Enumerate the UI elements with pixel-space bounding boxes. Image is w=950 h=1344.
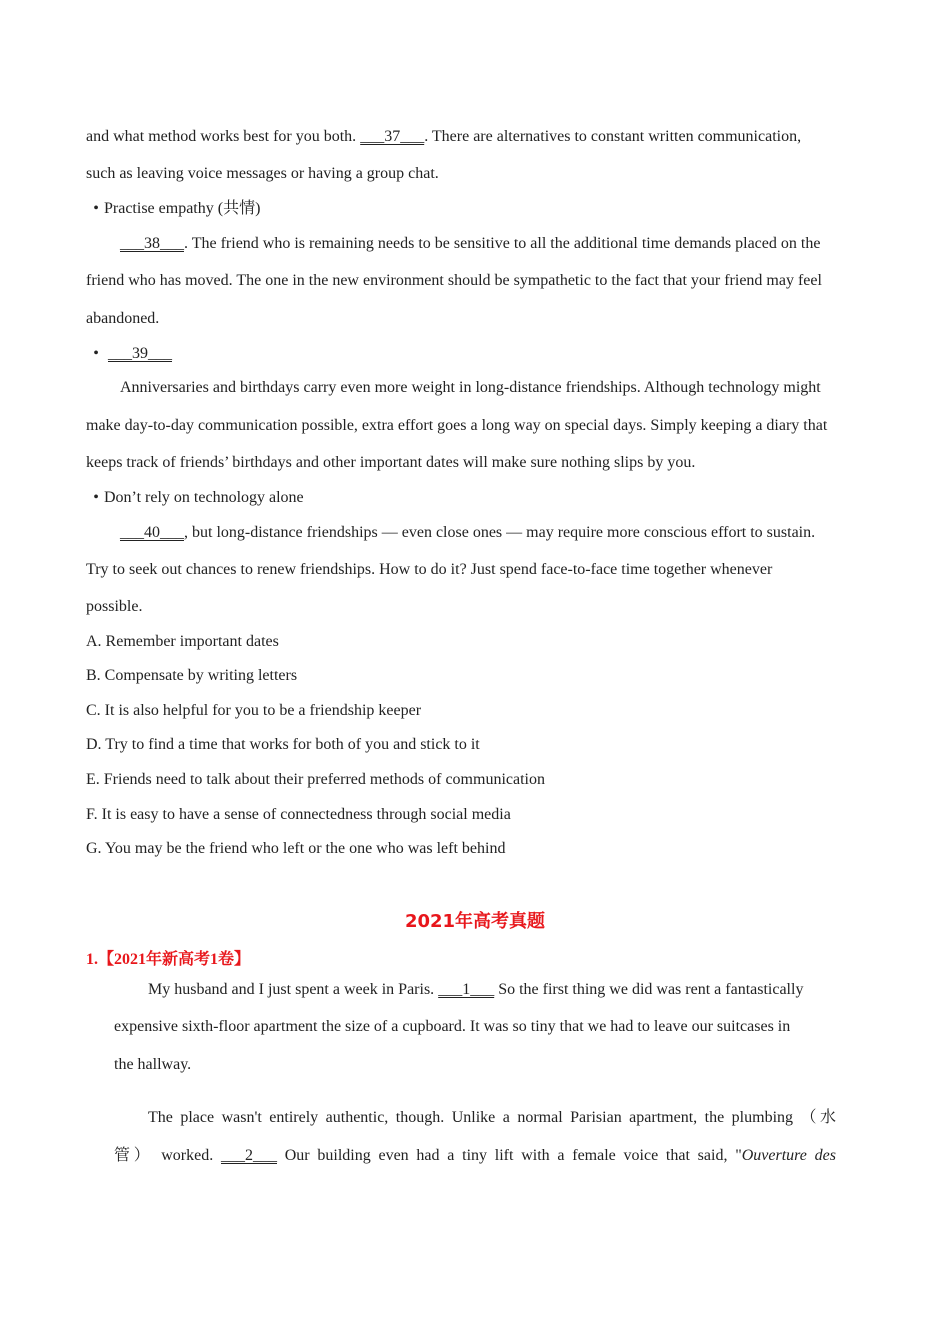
bullet-heading: • Don’t rely on technology alone bbox=[86, 488, 304, 508]
bullet-icon: • bbox=[93, 489, 99, 506]
passage-line: keeps track of friends’ birthdays and other important dates will make sure nothing slips by you. bbox=[86, 454, 696, 471]
blank-2[interactable]: ___2___ bbox=[221, 1147, 277, 1164]
section-title: 2021年高考真题 bbox=[404, 911, 546, 932]
option-f: F. It is easy to have a sense of connectedness through social media bbox=[86, 806, 511, 823]
blank-37[interactable]: ___37___ bbox=[360, 128, 425, 145]
passage-line: ___40___, but long-distance friendships — even close ones — may require more conscious effort to sustain. bbox=[120, 524, 816, 541]
passage-line: possible. bbox=[86, 598, 143, 615]
passage-line: ___38___. The friend who is remaining needs to be sensitive to all the additional time demands placed on the bbox=[120, 235, 821, 252]
bullet-icon: • bbox=[93, 200, 99, 217]
passage-line: My husband and I just spent a week in Paris. ___1___ So the first thing we did was rent a fantastically bbox=[148, 981, 804, 998]
blank-38[interactable]: ___38___ bbox=[120, 235, 184, 252]
blank-39[interactable]: ___39___ bbox=[108, 345, 172, 362]
blank-1[interactable]: ___1___ bbox=[438, 981, 495, 998]
question-header: 1.【2021年新高考1卷】 bbox=[86, 951, 251, 968]
passage-line: abandoned. bbox=[86, 310, 160, 327]
passage-line: make day-to-day communication possible, extra effort goes a long way on special days. Simply keeping a diary that bbox=[86, 417, 828, 434]
option-g: G. You may be the friend who left or the one who was left behind bbox=[86, 840, 506, 857]
passage-line: such as leaving voice messages or having a group chat. bbox=[86, 165, 439, 182]
passage-line: The place wasn't entirely authentic, though. Unlike a normal Parisian apartment, the plumbing （水 bbox=[148, 1109, 836, 1126]
passage-line: and what method works best for you both. ___37___. There are alternatives to constant written communication, bbox=[86, 128, 802, 145]
bullet-heading: • Practise empathy (共情) bbox=[86, 199, 260, 219]
option-d: D. Try to find a time that works for both of you and stick to it bbox=[86, 736, 480, 753]
passage-line: Anniversaries and birthdays carry even more weight in long-distance friendships. Although technology might bbox=[120, 379, 821, 396]
passage-line: the hallway. bbox=[114, 1056, 192, 1073]
option-a: A. Remember important dates bbox=[86, 633, 279, 650]
passage-line: Try to seek out chances to renew friendships. How to do it? Just spend face-to-face time together whenever bbox=[86, 561, 773, 578]
passage-line: expensive sixth-floor apartment the size of a cupboard. It was so tiny that we had to leave our suitcases in bbox=[114, 1018, 791, 1035]
passage-line: friend who has moved. The one in the new environment should be sympathetic to the fact that your friend may feel bbox=[86, 272, 822, 289]
bullet-heading bbox=[86, 344, 172, 364]
blank-40[interactable]: ___40___ bbox=[120, 524, 184, 541]
bullet-icon: • bbox=[93, 345, 99, 362]
passage-line: 管） worked. ___2___ Our building even had a tiny lift with a female voice that said, "Ouverture des bbox=[114, 1147, 836, 1164]
option-c: C. It is also helpful for you to be a friendship keeper bbox=[86, 702, 422, 719]
option-e: E. Friends need to talk about their preferred methods of communication bbox=[86, 771, 545, 788]
option-b: B. Compensate by writing letters bbox=[86, 667, 298, 684]
